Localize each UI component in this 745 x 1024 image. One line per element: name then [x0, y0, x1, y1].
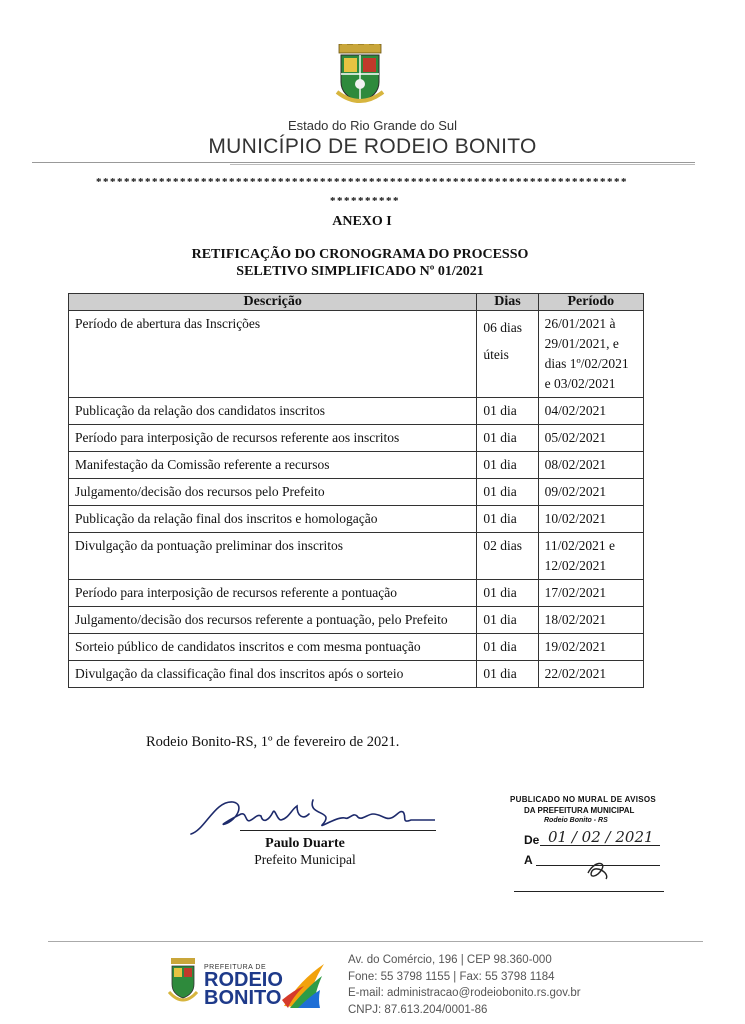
stamp-bottom-line	[514, 891, 664, 892]
table-row	[69, 425, 644, 452]
stamp-from-label: De	[524, 833, 540, 847]
logo-small-text: PREFEITURA DE	[204, 964, 267, 971]
table-row	[69, 398, 644, 425]
row-description: Divulgação da classificação final dos inscritos após o sorteio	[69, 661, 477, 688]
row-period: 10/02/2021	[538, 506, 643, 533]
row-days: 01 dia	[477, 452, 538, 479]
logo-rodeio-text: RODEIO	[204, 969, 283, 991]
row-period: 09/02/2021	[538, 479, 643, 506]
row-description: Manifestação da Comissão referente a recursos	[69, 452, 477, 479]
stamp-line-1: PUBLICADO NO MURAL DE AVISOS	[510, 795, 657, 804]
row-days: 01 dia	[477, 580, 538, 607]
table-row	[69, 506, 644, 533]
header-descricao: Descrição	[69, 294, 477, 311]
publication-stamp	[500, 795, 680, 895]
table-row	[69, 634, 644, 661]
row-period: 22/02/2021	[538, 661, 643, 688]
table-row	[69, 311, 644, 398]
stamp-line-3: Rodeio Bonito - RS	[544, 817, 608, 824]
logo-swoosh-icon	[280, 960, 326, 1010]
table-row	[69, 533, 644, 580]
schedule-table	[68, 293, 644, 688]
row-days: 01 dia	[477, 661, 538, 688]
table-row	[69, 479, 644, 506]
row-description: Sorteio público de candidatos inscritos e com mesma pontuação	[69, 634, 477, 661]
row-days: 01 dia	[477, 506, 538, 533]
prefeitura-logo	[168, 958, 328, 1014]
stamp-initials-scribble	[584, 857, 614, 883]
stamp-to-label: A	[524, 853, 533, 867]
row-days: 01 dia	[477, 425, 538, 452]
signature-line	[240, 830, 436, 831]
row-period: 11/02/2021 e 12/02/2021	[538, 533, 643, 580]
row-period: 08/02/2021	[538, 452, 643, 479]
coat-of-arms-emblem	[333, 44, 387, 110]
row-description: Período para interposição de recursos referente a pontuação	[69, 580, 477, 607]
row-period: 18/02/2021	[538, 607, 643, 634]
row-period: 19/02/2021	[538, 634, 643, 661]
state-name: Estado do Rio Grande do Sul	[287, 118, 458, 133]
annex-heading: ANEXO I	[332, 214, 392, 229]
header-dias: Dias	[477, 294, 538, 311]
row-days: 02 dias	[477, 533, 538, 580]
row-period: 17/02/2021	[538, 580, 643, 607]
row-description: Julgamento/decisão dos recursos pelo Prefeito	[69, 479, 477, 506]
footer-email: E-mail: administracao@rodeiobonito.rs.gov.br	[348, 987, 581, 999]
footer-address: Av. do Comércio, 196 | CEP 98.360-000	[348, 954, 552, 966]
row-description: Período para interposição de recursos referente aos inscritos	[69, 425, 477, 452]
row-days: 06 dias úteis	[477, 311, 538, 398]
row-description: Período de abertura das Inscrições	[69, 311, 477, 398]
row-days: 01 dia	[477, 607, 538, 634]
municipality-name: MUNICÍPIO DE RODEIO BONITO	[208, 135, 537, 158]
footer-contact	[348, 952, 678, 1018]
row-description: Divulgação da pontuação preliminar dos inscritos	[69, 533, 477, 580]
header-periodo: Período	[538, 294, 643, 311]
row-period: 04/02/2021	[538, 398, 643, 425]
row-description: Julgamento/decisão dos recursos referente a pontuação, pelo Prefeito	[69, 607, 477, 634]
stamp-date: 01 / 02 / 2021	[548, 828, 654, 846]
header-divider	[32, 162, 695, 163]
header-divider-secondary	[230, 164, 695, 165]
table-row	[69, 580, 644, 607]
row-description: Publicação da relação final dos inscritos e homologação	[69, 506, 477, 533]
handwritten-signature	[185, 790, 435, 842]
table-row	[69, 661, 644, 688]
footer-phone: Fone: 55 3798 1155 | Fax: 55 3798 1184	[348, 970, 555, 983]
logo-bonito-text: BONITO	[204, 987, 282, 1009]
footer-coat-of-arms-icon	[168, 958, 198, 1008]
table-row	[69, 452, 644, 479]
document-title-line-1: RETIFICAÇÃO DO CRONOGRAMA DO PROCESSO	[191, 247, 529, 262]
row-days: 01 dia	[477, 634, 538, 661]
row-days: 01 dia	[477, 398, 538, 425]
stamp-date-line	[540, 845, 660, 846]
document-title	[140, 246, 580, 280]
table-header-row	[69, 294, 644, 311]
footer-cnpj: CNPJ: 87.613.204/0001-86	[348, 1003, 488, 1016]
row-period: 05/02/2021	[538, 425, 643, 452]
signatory-role: Prefeito Municipal	[254, 852, 356, 867]
row-period: 26/01/2021 à 29/01/2021, e dias 1º/02/2021 e 03/02/2021	[538, 311, 643, 398]
separator-stars-short: **********	[330, 195, 400, 207]
footer-divider	[48, 941, 703, 942]
place-and-date: Rodeio Bonito-RS, 1º de fevereiro de 2021.	[146, 734, 400, 750]
separator-stars: ****************************************************************************	[96, 176, 628, 188]
document-title-line-2: SELETIVO SIMPLIFICADO Nº 01/2021	[236, 264, 484, 279]
stamp-line-2: DA PREFEITURA MUNICIPAL	[524, 806, 635, 815]
table-row	[69, 607, 644, 634]
row-description: Publicação da relação dos candidatos inscritos	[69, 398, 477, 425]
row-days: 01 dia	[477, 479, 538, 506]
signatory-name: Paulo Duarte	[265, 836, 345, 851]
